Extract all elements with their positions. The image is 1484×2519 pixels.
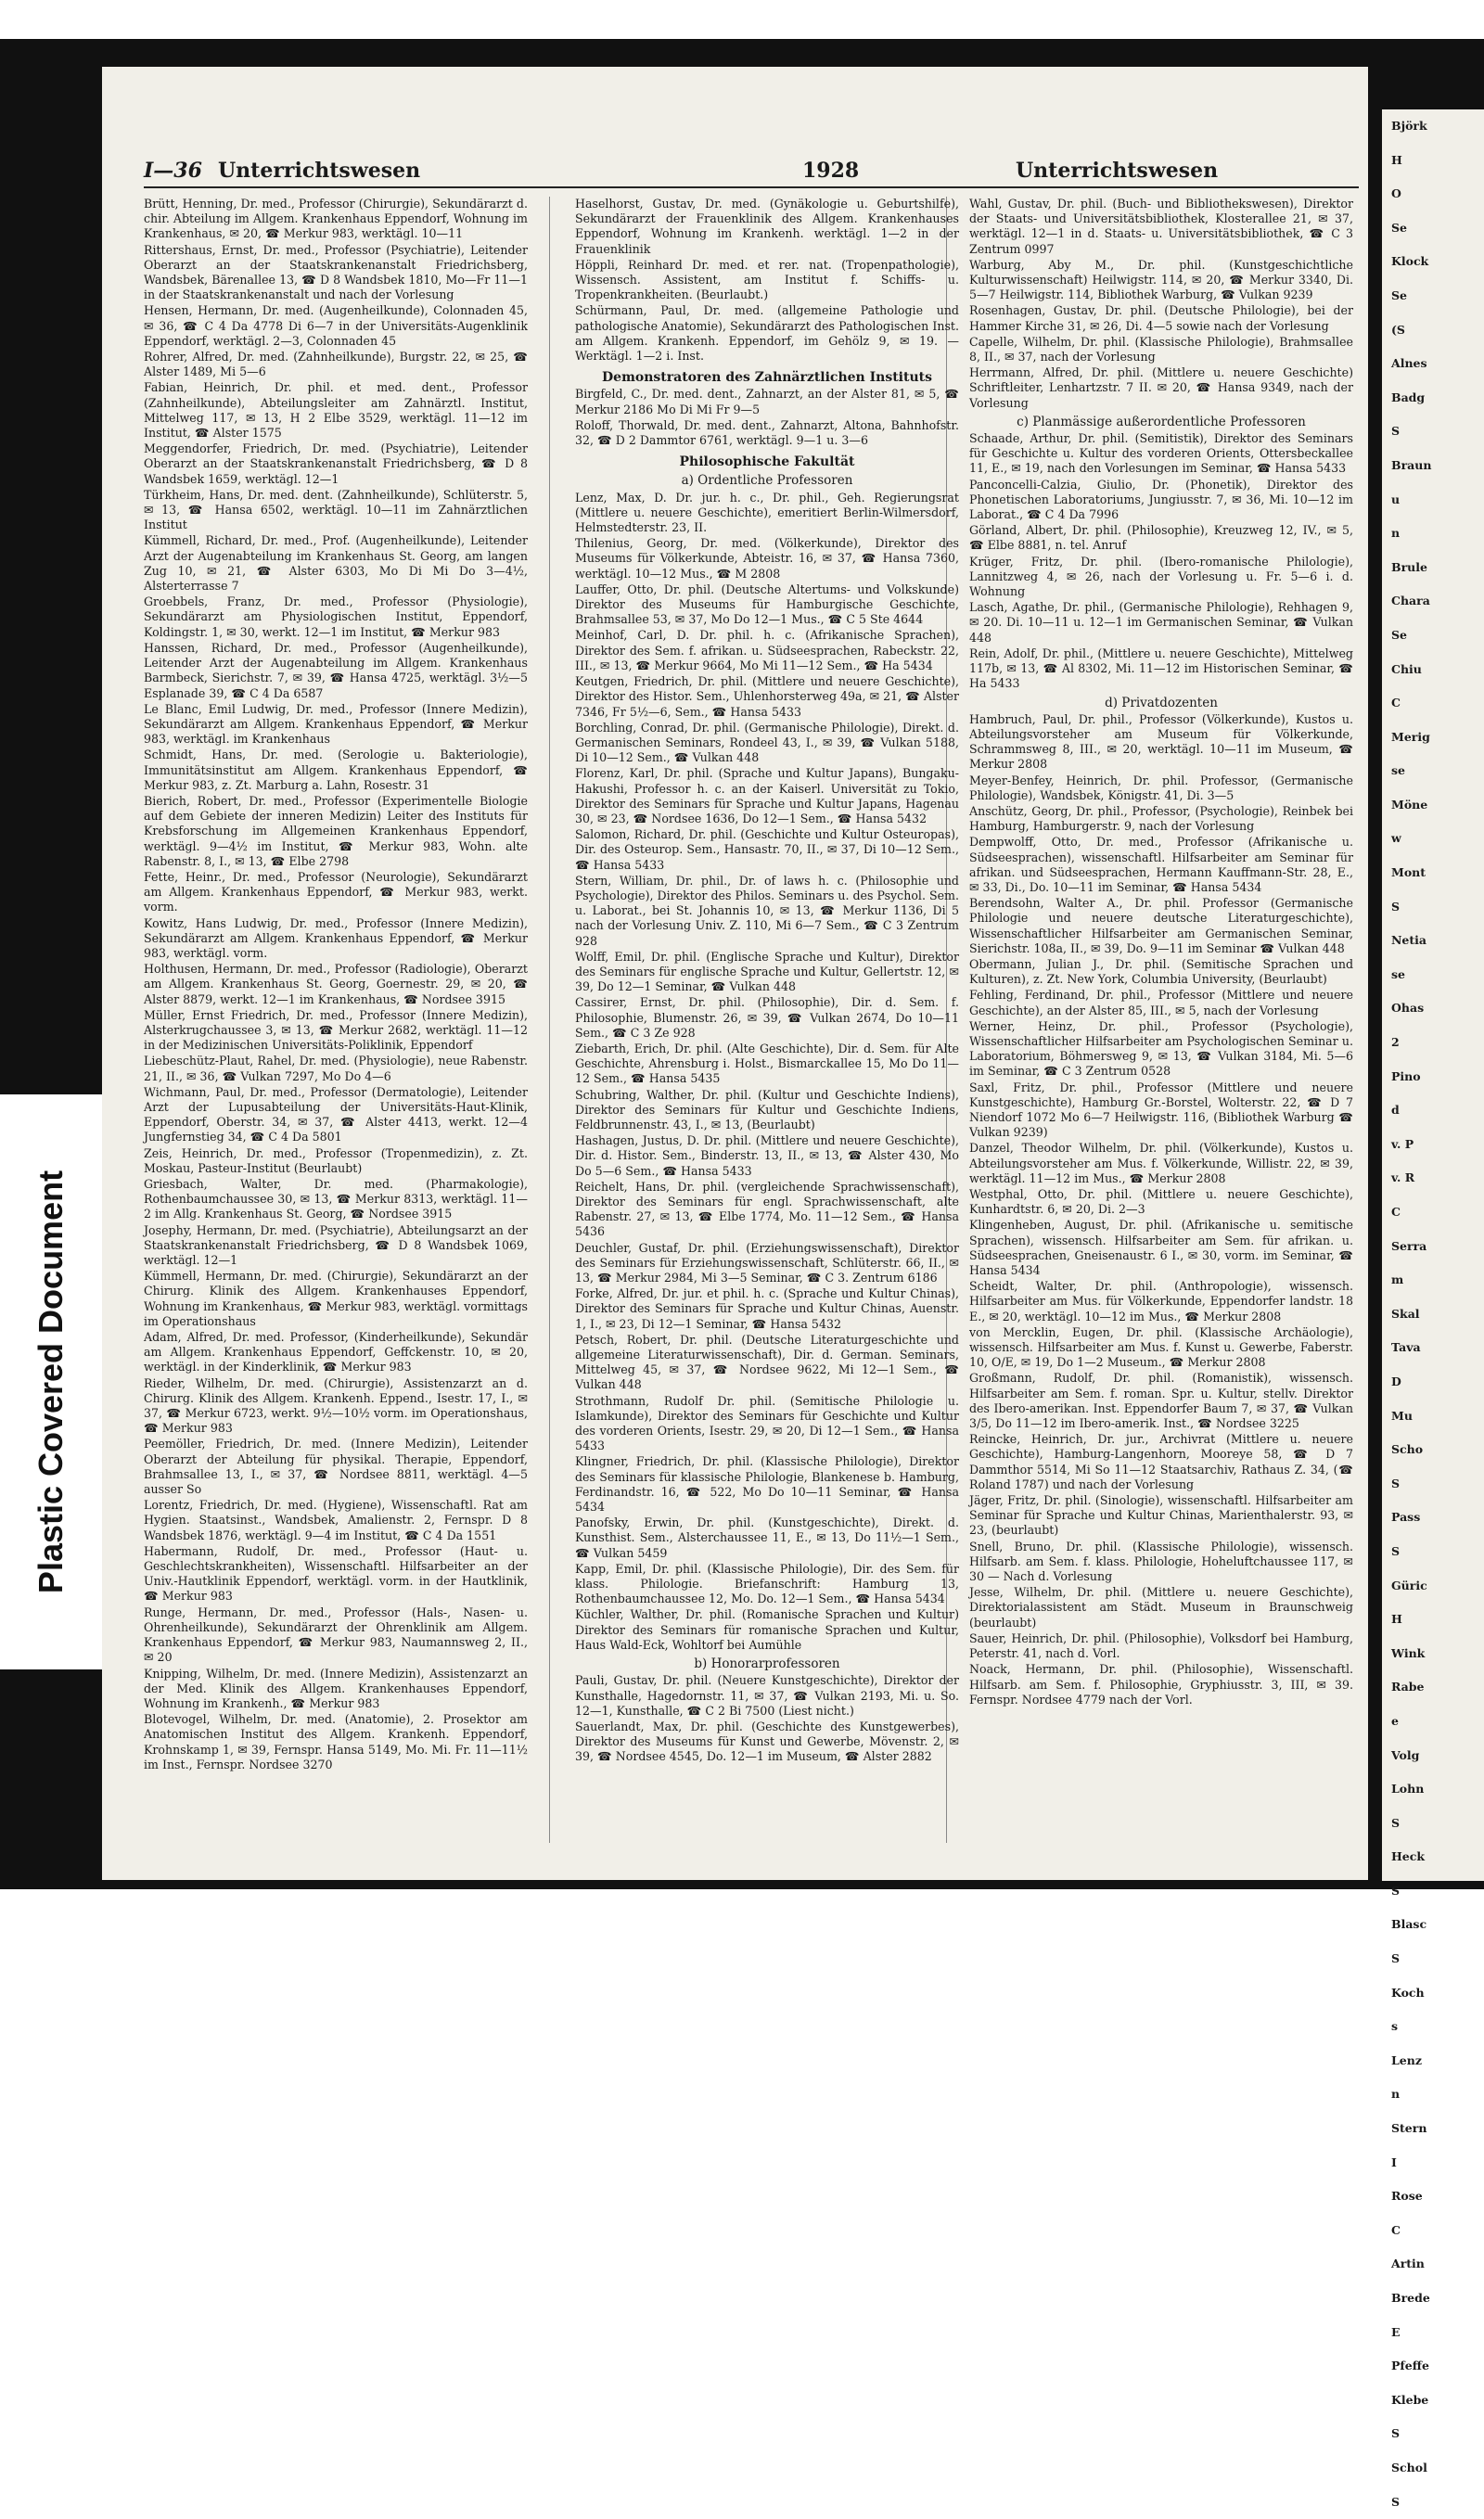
directory-entry: Birgfeld, C., Dr. med. dent., Zahnarzt, an der Alster 81, ✉ 5, ☎ Merkur 2186 Mo Di Mi Fr 9—5 <box>575 387 959 416</box>
directory-entry: Fette, Heinr., Dr. med., Professor (Neurologie), Sekundärarzt am Allgem. Krankenhaus Eppendorf, ☎ Merkur 983, werkt. vorm. <box>144 869 528 914</box>
adjacent-page-fragment: D <box>1391 1374 1401 1388</box>
text-column-2 <box>575 197 959 1843</box>
directory-entry: Petsch, Robert, Dr. phil. (Deutsche Literaturgeschichte und allgemeine Literaturwissenschaft), Dir. d. German. Seminars, Mittelweg 45, ✉ 37, ☎ Nordsee 9622, Mi 12—1 Sem., ☎ Vulkan 448 <box>575 1332 959 1392</box>
adjacent-page-fragment: Tava <box>1391 1340 1421 1355</box>
directory-entry: Habermann, Rudolf, Dr. med., Professor (Haut- u. Geschlechtskrankheiten), Wissenschaftl. Hilfsarbeiter an der Univ.-Hautklinik Eppendorf, werktägl. vorm. in der Hautklinik, ☎ Merkur 983 <box>144 1543 528 1604</box>
adjacent-page-fragment: Artin <box>1391 2257 1425 2271</box>
adjacent-page-fragment: Brule <box>1391 559 1427 574</box>
document-page <box>102 67 1368 1880</box>
directory-entry: Schmidt, Hans, Dr. med. (Serologie u. Bakteriologie), Immunitätsinstitut am Allgem. Krankenhaus Eppendorf, ☎ Merkur 983, z. Zt. Marburg a. Lahn, Rosestr. 31 <box>144 748 528 792</box>
adjacent-page-fragment: Stern <box>1391 2121 1427 2136</box>
directory-entry: Schubring, Walther, Dr. phil. (Kultur und Geschichte Indiens), Direktor des Seminars für Kultur und Geschichte Indiens, Feldbrunnenstr. 43, I., ✉ 13, (Beurlaubt) <box>575 1087 959 1132</box>
directory-entry: Görland, Albert, Dr. phil. (Philosophie), Kreuzweg 12, IV., ✉ 5, ☎ Elbe 8881, n. tel. Anruf <box>969 523 1353 553</box>
directory-entry: Schürmann, Paul, Dr. med. (allgemeine Pathologie und pathologische Anatomie), Sekundärarzt des Pathologischen Inst. am Allgem. Krankenh. Eppendorf, im Gehölz 9, ✉ 19. — Werktägl. 1—2 i. Inst. <box>575 303 959 364</box>
directory-entry: Kowitz, Hans Ludwig, Dr. med., Professor (Innere Medizin), Sekundärarzt am Allgem. Krankenhaus Eppendorf, ☎ Merkur 983, werktägl. vorm. <box>144 915 528 960</box>
section-heading: d) Privatdozenten <box>1105 695 1218 710</box>
section-heading: c) Planmässige außerordentliche Professoren <box>1017 414 1306 429</box>
directory-entry: Runge, Hermann, Dr. med., Professor (Hals-, Nasen- u. Ohrenheilkunde), Sekundärarzt der Ohrenklinik am Allgem. Krankenhaus Eppendorf, ☎ Merkur 983, Naumannsweg 2, II., ✉ 20 <box>144 1605 528 1665</box>
directory-entry: Haselhorst, Gustav, Dr. med. (Gynäkologie u. Geburtshilfe), Sekundärarzt der Frauenklinik des Allgem. Krankenhauses Eppendorf, Wohnung im Krankenh. werktägl. 1—2 in der Frauenklinik <box>575 197 959 256</box>
directory-entry: Westphal, Otto, Dr. phil. (Mittlere u. neuere Geschichte), Kunhardtstr. 6, ✉ 20, Di. 2—3 <box>969 1187 1353 1217</box>
adjacent-page-fragment: s <box>1391 2019 1399 2034</box>
section-heading: a) Ordentliche Professoren <box>681 473 853 489</box>
adjacent-page-fragment: H <box>1391 152 1402 167</box>
adjacent-page-fragment: Rose <box>1391 2189 1423 2204</box>
directory-entry: Sauer, Heinrich, Dr. phil. (Philosophie), Volksdorf bei Hamburg, Peterstr. 41, nach d. Vorl. <box>969 1630 1353 1661</box>
directory-entry: Lasch, Agathe, Dr. phil., (Germanische Philologie), Rehhagen 9, ✉ 20. Di. 10—11 u. 12—1 im Germanischen Seminar, ☎ Vulkan 448 <box>969 600 1353 645</box>
directory-entry: Jesse, Wilhelm, Dr. phil. (Mittlere u. neuere Geschichte), Direktorialassistent am Städt. Museum in Braunschweig (beurlaubt) <box>969 1585 1353 1630</box>
adjacent-page-fragment: C <box>1391 696 1401 710</box>
directory-entry: Cassirer, Ernst, Dr. phil. (Philosophie), Dir. d. Sem. f. Philosophie, Blumenstr. 26, ✉ 39, ☎ Vulkan 2674, Do 10—11 Sem., ☎ C 3 Ze 928 <box>575 995 959 1040</box>
directory-entry: Rieder, Wilhelm, Dr. med. (Chirurgie), Assistenzarzt an d. Chirurg. Klinik des Allgem. Krankenh. Eppend., Isestr. 17, I., ✉ 37, ☎ Merkur 6723, werkt. 9½—10½ vorm. im Operationshaus, ☎ Merkur 983 <box>144 1375 528 1436</box>
adjacent-page-fragment: Güric <box>1391 1578 1427 1592</box>
directory-entry: von Mercklin, Eugen, Dr. phil. (Klassische Archäologie), wissensch. Hilfsarbeiter am Mus. f. Kunst u. Gewerbe, Faberstr. 10, O/E, ✉ 19, Do 1—2 Museum., ☎ Merkur 2808 <box>969 1324 1353 1370</box>
year-title: 1928 <box>802 159 860 183</box>
section-heading: b) Honorarprofessoren <box>694 1656 840 1672</box>
directory-entry: Ziebarth, Erich, Dr. phil. (Alte Geschichte), Dir. d. Sem. für Alte Geschichte, Ahrensburg i. Holst., Bismarckallee 15, Mo Do 11—12 Sem., ☎ Hansa 5435 <box>575 1041 959 1086</box>
adjacent-page-fragment: Volg <box>1391 1747 1420 1762</box>
adjacent-page-fragment: Björk <box>1391 119 1427 133</box>
directory-entry: Anschütz, Georg, Dr. phil., Professor, (Psychologie), Reinbek bei Hamburg, Hamburgerstr. 9, nach der Vorlesung <box>969 803 1353 834</box>
directory-entry: Knipping, Wilhelm, Dr. med. (Innere Medizin), Assistenzarzt an der Med. Klinik des Allgem. Krankenhauses Eppendorf, Wohnung im Krankenh., ☎ Merkur 983 <box>144 1666 528 1710</box>
directory-entry: Bierich, Robert, Dr. med., Professor (Experimentelle Biologie auf dem Gebiete der inneren Medizin) Leiter des Instituts für Krebsforschung im Allgemeinen Krankenhaus Eppendorf, werktägl. 9—4½ im Institut, ☎ Merkur 983, Wohn. alte Rabenstr. 8, I., ✉ 13, ☎ Elbe 2798 <box>144 793 528 868</box>
section-heading: Demonstratoren des Zahnärztlichen Instituts <box>602 370 932 386</box>
adjacent-page-fragment: Chiu <box>1391 661 1422 676</box>
directory-entry: Hanssen, Richard, Dr. med., Professor (Augenheilkunde), Leitender Arzt der Augenabteilung im Allgem. Krankenhaus Barmbeck, Sierichstr. 7, ✉ 39, ☎ Hansa 4725, werktägl. 3½—5 Esplanade 39, ☎ C 4 Da 6587 <box>144 640 528 700</box>
adjacent-page-fragment: C <box>1391 2222 1401 2237</box>
directory-entry: Meyer-Benfey, Heinrich, Dr. phil. Professor, (Germanische Philologie), Wandsbek, Königstr. 41, Di. 3—5 <box>969 773 1353 802</box>
directory-entry: Lenz, Max, D. Dr. jur. h. c., Dr. phil., Geh. Regierungsrat (Mittlere u. neuere Geschichte), emeritiert Berlin-Wilmersdorf, Helmstedterstr. 23, II. <box>575 490 959 535</box>
directory-entry: Danzel, Theodor Wilhelm, Dr. phil. (Völkerkunde), Kustos u. Abteilungsvorsteher am Mus. f. Völkerkunde, Willistr. 22, ✉ 39, werktägl. 11—12 im Mus., ☎ Merkur 2808 <box>969 1141 1353 1185</box>
directory-entry: Snell, Bruno, Dr. phil. (Klassische Philologie), wissensch. Hilfsarb. am Sem. f. klass. Philologie, Hoheluftchaussee 117, ✉ 30 — Nach d. Vorlesung <box>969 1539 1353 1584</box>
adjacent-page-fragment: Se <box>1391 288 1407 302</box>
side-label-panel <box>0 1094 102 1669</box>
directory-entry: Josephy, Hermann, Dr. med. (Psychiatrie), Abteilungsarzt an der Staatskrankenanstalt Friedrichsberg, ☎ D 8 Wandsbek 1069, werktägl. 12—1 <box>144 1222 528 1268</box>
directory-entry: Küchler, Walther, Dr. phil. (Romanische Sprachen und Kultur) Direktor des Seminars für romanische Sprachen und Kultur, Haus Wald-Eck, Wohltorf bei Aumühle <box>575 1607 959 1652</box>
adjacent-page-fragment: Se <box>1391 220 1407 235</box>
directory-entry: Reichelt, Hans, Dr. phil. (vergleichende Sprachwissenschaft), Direktor des Seminars für engl. Sprachwissenschaft, alte Rabenstr. 27, ✉ 13, ☎ Elbe 1774, Mo. 11—12 Sem., ☎ Hansa 5436 <box>575 1179 959 1239</box>
adjacent-page-fragment: H <box>1391 1612 1402 1627</box>
adjacent-page-fragment: se <box>1391 763 1405 778</box>
directory-entry: Fabian, Heinrich, Dr. phil. et med. dent., Professor (Zahnheilkunde), Abteilungsleiter am Zahnärztl. Institut, Mittelweg 117, ✉ 13, H 2 Elbe 3529, werktägl. 11—12 im Institut, ☎ Alster 1575 <box>144 380 528 441</box>
adjacent-page-fragment: Badg <box>1391 390 1426 404</box>
directory-entry: Großmann, Rudolf, Dr. phil. (Romanistik), wissensch. Hilfsarbeiter am Sem. f. roman. Spr. u. Kultur, stellv. Direktor des Ibero-amerikan. Inst. Eppendorfer Baum 7, ✉ 37, ☎ Vulkan 3/5, Do 11—12 im Ibero-amerik. Inst., ☎ Nordsee 3225 <box>969 1371 1353 1431</box>
directory-entry: Roloff, Thorwald, Dr. med. dent., Zahnarzt, Altona, Bahnhofstr. 32, ☎ D 2 Dammtor 6761, werktägl. 9—1 u. 3—6 <box>575 417 959 448</box>
adjacent-page-fragment: v. P <box>1391 1136 1414 1151</box>
directory-entry: Capelle, Wilhelm, Dr. phil. (Klassische Philologie), Brahmsallee 8, II., ✉ 37, nach der Vorlesung <box>969 334 1353 364</box>
adjacent-page-fragment: Koch <box>1391 1985 1425 2000</box>
directory-entry: Panconcelli-Calzia, Giulio, Dr. (Phonetik), Direktor des Phonetischen Laboratoriums, Jungiusstr. 7, ✉ 36, Mi. 10—12 im Laborat., ☎ C 4 Da 7996 <box>969 477 1353 522</box>
directory-entry: Adam, Alfred, Dr. med. Professor, (Kinderheilkunde), Sekundär am Allgem. Krankenhaus Eppendorf, Geffckenstr. 10, ✉ 20, werktägl. in der Kinderklinik, ☎ Merkur 983 <box>144 1330 528 1375</box>
directory-entry: Saxl, Fritz, Dr. phil., Professor (Mittlere und neuere Kunstgeschichte), Hamburg Gr.-Borstel, Wolterstr. 22, ☎ D 7 Niendorf 1072 Mo 6—7 Heilwigstr. 116, (Bibliothek Warburg ☎ Vulkan 9239) <box>969 1080 1353 1140</box>
adjacent-page-fragment: Ohas <box>1391 1001 1425 1016</box>
directory-entry: Reincke, Heinrich, Dr. jur., Archivrat (Mittlere u. neuere Geschichte), Hamburg-Langenhorn, Mooreye 58, ☎ D 7 Dammthor 5514, Mi So 11—12 Staatsarchiv, Rathaus Z. 34, (☎ Roland 1787) und nach der Vorlesung <box>969 1432 1353 1491</box>
section-heading: Philosophische Fakultät <box>679 454 855 470</box>
adjacent-page-fragment: e <box>1391 1713 1399 1728</box>
directory-entry: Hensen, Hermann, Dr. med. (Augenheilkunde), Colonnaden 45, ✉ 36, ☎ C 4 Da 4778 Di 6—7 in der Universitäts-Augenklinik Eppendorf, werktägl. 2—3, Colonnaden 45 <box>144 303 528 348</box>
adjacent-page-fragment: Alnes <box>1391 356 1427 371</box>
adjacent-page-fragment: n <box>1391 2087 1401 2102</box>
directory-entry: Kapp, Emil, Dr. phil. (Klassische Philologie), Dir. des Sem. für klass. Philologie. Briefanschrift: Hamburg 13, Rothenbaumchaussee 12, Mo. Do. 12—1 Sem., ☎ Hansa 5434 <box>575 1561 959 1606</box>
directory-entry: Thilenius, Georg, Dr. med. (Völkerkunde), Direktor des Museums für Völkerkunde, Abteistr. 16, ✉ 37, ☎ Hansa 7360, werktägl. 10—12 Mus., ☎ M 2808 <box>575 536 959 581</box>
adjacent-page-fragment: Klebe <box>1391 2392 1429 2407</box>
adjacent-page-fragment: Pfeffe <box>1391 2359 1429 2373</box>
directory-entry: Klingenheben, August, Dr. phil. (Afrikanische u. semitische Sprachen), wissensch. Hilfsarbeiter am Sem. für afrikan. u. Südseesprachen, Gneisenaustr. 6 I., ✉ 30, vorm. im Seminar, ☎ Hansa 5434 <box>969 1218 1353 1278</box>
adjacent-page-fragment: m <box>1391 1272 1404 1287</box>
directory-entry: Höppli, Reinhard Dr. med. et rer. nat. (Tropenpathologie), Wissensch. Assistent, am Institut f. Schiffs- u. Tropenkrankheiten. (Beurlaubt.) <box>575 257 959 302</box>
directory-entry: Berendsohn, Walter A., Dr. phil. Professor (Germanische Philologie und neuere deutsche Literaturgeschichte), Wissenschaftlicher Hilfsarbeiter am Germanischen Seminar, Sierichstr. 108a, II., ✉ 39, Do. 9—11 im Seminar ☎ Vulkan 448 <box>969 896 1353 955</box>
adjacent-page-fragment: S <box>1391 1543 1401 1558</box>
directory-entry: Kümmell, Richard, Dr. med., Prof. (Augenheilkunde), Leitender Arzt der Augenabteilung im Krankenhaus St. Georg, am langen Zug 10, ✉ 21, ☎ Alster 6303, Mo Di Mi Do 3—4½, Alsterterrasse 7 <box>144 533 528 594</box>
directory-entry: Noack, Hermann, Dr. phil. (Philosophie), Wissenschaftl. Hilfsarb. am Sem. f. Philosophie, Gryphiusstr. 3, III, ✉ 39. Fernspr. Nordsee 4779 nach der Vorl. <box>969 1662 1353 1707</box>
directory-entry: Pauli, Gustav, Dr. phil. (Neuere Kunstgeschichte), Direktor der Kunsthalle, Hagedornstr. 11, ✉ 37, ☎ Vulkan 2193, Mi. u. So. 12—1, Kunsthalle, ☎ C 2 Bi 7500 (Liest nicht.) <box>575 1673 959 1718</box>
adjacent-page-fragment: S <box>1391 1951 1401 1966</box>
adjacent-page-fragment: Mont <box>1391 865 1426 880</box>
directory-entry: Groebbels, Franz, Dr. med., Professor (Physiologie), Sekundärarzt am Physiologischen Institut, Eppendorf, Koldingstr. 1, ✉ 30, werkt. 12—1 im Institut, ☎ Merkur 983 <box>144 595 528 639</box>
adjacent-page-fragment: Netia <box>1391 933 1427 948</box>
adjacent-page-fragment: Serra <box>1391 1238 1427 1253</box>
adjacent-page-fragment: S <box>1391 1476 1401 1490</box>
adjacent-page-fragment: Rabe <box>1391 1680 1425 1694</box>
text-column-3 <box>969 197 1353 1843</box>
adjacent-page-fragment: S <box>1391 424 1401 439</box>
adjacent-page-fragment: v. R <box>1391 1170 1415 1185</box>
directory-entry: Peemöller, Friedrich, Dr. med. (Innere Medizin), Leitender Oberarzt der Abteilung für physikal. Therapie, Eppendorf, Brahmsallee 13, I., ✉ 37, ☎ Nordsee 8811, werktägl. 4—5 ausser So <box>144 1437 528 1497</box>
adjacent-page-fragment: S <box>1391 2494 1401 2509</box>
adjacent-page-fragment: Heck <box>1391 1849 1426 1864</box>
directory-entry: Griesbach, Walter, Dr. med. (Pharmakologie), Rothenbaumchaussee 30, ✉ 13, ☎ Merkur 8313, werktägl. 11—2 im Allg. Krankenhaus St. Georg, ☎ Nordsee 3915 <box>144 1177 528 1221</box>
adjacent-page-fragment: se <box>1391 966 1405 981</box>
directory-entry: Meggendorfer, Friedrich, Dr. med. (Psychiatrie), Leitender Oberarzt an der Staatskrankenanstalt Friedrichsberg, ☎ D 8 Wandsbek 1659, werktägl. 12—1 <box>144 441 528 486</box>
adjacent-page-fragment: E <box>1391 2324 1401 2339</box>
directory-entry: Schaade, Arthur, Dr. phil. (Semitistik), Direktor des Seminars für Geschichte u. Kultur des vorderen Orients, Ottersbeckallee 11, E., ✉ 19, nach den Vorlesungen im Seminar, ☎ Hansa 5433 <box>969 431 1353 476</box>
adjacent-page-fragment: Mu <box>1391 1408 1413 1423</box>
directory-entry: Holthusen, Hermann, Dr. med., Professor (Radiologie), Oberarzt am Allgem. Krankenhaus St. Georg, Goernestr. 29, ✉ 20, ☎ Alster 8879, werkt. 12—1 im Krankenhaus, ☎ Nordsee 3915 <box>144 962 528 1006</box>
directory-entry: Forke, Alfred, Dr. jur. et phil. h. c. (Sprache und Kultur Chinas), Direktor des Seminars für Sprache und Kultur Chinas, Auenstr. 1, I., ✉ 23, Di 12—1 Seminar, ☎ Hansa 5432 <box>575 1286 959 1331</box>
adjacent-page-fragment: Braun <box>1391 457 1432 472</box>
directory-entry: Warburg, Aby M., Dr. phil. (Kunstgeschichtliche Kulturwissenschaft) Heilwigstr. 114, ✉ 20, ☎ Merkur 3340, Di. 5—7 Heilwigstr. 114, Bibliothek Warburg, ☎ Vulkan 9239 <box>969 257 1353 302</box>
right-running-title: Unterrichtswesen <box>1016 159 1219 183</box>
directory-entry: Strothmann, Rudolf Dr. phil. (Semitische Philologie u. Islamkunde), Direktor des Seminars für Geschichte und Kultur des vorderen Orients, Isestr. 29, ✉ 20, Di 12—1 Sem., ☎ Hansa 5433 <box>575 1393 959 1453</box>
page-number: I—36 <box>144 159 202 183</box>
directory-entry: Keutgen, Friedrich, Dr. phil. (Mittlere und neuere Geschichte), Direktor des Histor. Sem., Uhlenhorsterweg 49a, ✉ 21, ☎ Alster 7346, Fr 5½—6, Sem., ☎ Hansa 5433 <box>575 674 959 719</box>
directory-entry: Dempwolff, Otto, Dr. med., Professor (Afrikanische u. Südseesprachen), wissenschaftl. Hilfsarbeiter am Seminar für afrikan. und Südseesprachen, Hermann Kauffmann-Str. 28, E., ✉ 33, Di., Do. 10—11 im Seminar, ☎ Hansa 5434 <box>969 835 1353 894</box>
directory-entry: Klingner, Friedrich, Dr. phil. (Klassische Philologie), Direktor des Seminars für klassische Philologie, Blankenese b. Hamburg, Ferdinandstr. 16, ☎ 522, Mo Do 10—11 Seminar, ☎ Hansa 5434 <box>575 1454 959 1515</box>
directory-entry: Meinhof, Carl, D. Dr. phil. h. c. (Afrikanische Sprachen), Direktor des Sem. f. afrikan. u. Südseesprachen, Rabeckstr. 22, III., ✉ 13, ☎ Merkur 9664, Mo Mi 11—12 Sem., ☎ Ha 5434 <box>575 628 959 672</box>
page-header <box>144 146 1359 188</box>
adjacent-page-fragment: S <box>1391 1815 1401 1830</box>
adjacent-page-fragment: Klock <box>1391 254 1429 269</box>
adjacent-page-fragment: (S <box>1391 322 1405 337</box>
directory-entry: Lorentz, Friedrich, Dr. med. (Hygiene), Wissenschaftl. Rat am Hygien. Staatsinst., Wandsbek, Amalienstr. 2, Fernspr. D 8 Wandsbek 1876, werktägl. 9—4 im Institut, ☎ C 4 Da 1551 <box>144 1498 528 1542</box>
directory-entry: Wichmann, Paul, Dr. med., Professor (Dermatologie), Leitender Arzt der Lupusabteilung der Universitäts-Haut-Klinik, Eppendorf, Oberstr. 34, ✉ 37, ☎ Alster 4413, werkt. 12—4 Jungfernstieg 34, ☎ C 4 Da 5801 <box>144 1084 528 1144</box>
directory-entry: Müller, Ernst Friedrich, Dr. med., Professor (Innere Medizin), Alsterkrugchaussee 3, ✉ 13, ☎ Merkur 2682, werktägl. 11—12 in der Medizinischen Universitäts-Poliklinik, Eppendorf <box>144 1007 528 1053</box>
column-divider <box>549 197 550 1843</box>
side-label-text: Plastic Covered Document <box>32 1170 70 1594</box>
directory-entry: Krüger, Fritz, Dr. phil. (Ibero-romanische Philologie), Lannitzweg 4, ✉ 26, nach der Vorlesung u. Fr. 5—6 i. d. Wohnung <box>969 554 1353 599</box>
adjacent-page-fragment: Lenz <box>1391 2052 1422 2067</box>
directory-entry: Rosenhagen, Gustav, Dr. phil. (Deutsche Philologie), bei der Hammer Kirche 31, ✉ 26, Di. 4—5 sowie nach der Vorlesung <box>969 303 1353 333</box>
adjacent-page-fragment: S <box>1391 2426 1401 2441</box>
adjacent-page-fragment: I <box>1391 2155 1397 2169</box>
adjacent-page-fragment: Chara <box>1391 594 1430 608</box>
directory-entry: Stern, William, Dr. phil., Dr. of laws h. c. (Philosophie und Psychologie), Direktor des Philos. Seminars u. des Psychol. Sem. u. Laborat., bei St. Johannis 10, ✉ 13, ☎ Merkur 1136, Di 5 nach der Vorlesung Univ. Z. 110, Mi 6—7 Sem., ☎ C 3 Zentrum 928 <box>575 873 959 948</box>
adjacent-page-fragment: S <box>1391 899 1401 914</box>
adjacent-page-fragment: n <box>1391 526 1401 541</box>
directory-entry: Zeis, Heinrich, Dr. med., Professor (Tropenmedizin), z. Zt. Moskau, Pasteur-Institut (Beurlaubt) <box>144 1145 528 1175</box>
directory-entry: Rein, Adolf, Dr. phil., (Mittlere u. neuere Geschichte), Mittelweg 117b, ✉ 13, ☎ Al 8302, Mi. 11—12 im Historischen Seminar, ☎ Ha 5433 <box>969 646 1353 691</box>
directory-entry: Liebeschütz-Plaut, Rahel, Dr. med. (Physiologie), neue Rabenstr. 21, II., ✉ 36, ☎ Vulkan 7297, Mo Do 4—6 <box>144 1054 528 1083</box>
directory-entry: Panofsky, Erwin, Dr. phil. (Kunstgeschichte), Direkt. d. Kunsthist. Sem., Alsterchaussee 11, E., ✉ 13, Do 11½—1 Sem., ☎ Vulkan 5459 <box>575 1515 959 1560</box>
adjacent-page-fragment: C <box>1391 1205 1401 1219</box>
adjacent-page-fragment: Pass <box>1391 1510 1421 1525</box>
directory-entry: Wahl, Gustav, Dr. phil. (Buch- und Bibliothekswesen), Direktor der Staats- und Universitätsbibliothek, Klosterallee 21, ✉ 37, werktägl. 12—1 in d. Staats- u. Universitätsbibliothek, ☎ C 3 Zentrum 0997 <box>969 197 1353 256</box>
directory-entry: Werner, Heinz, Dr. phil., Professor (Psychologie), Wissenschaftlicher Hilfsarbeiter am Psychologischen Seminar u. Laboratorium, Böhmersweg 9, ✉ 13, ☎ Vulkan 3184, Mi. 5—6 im Seminar, ☎ C 3 Zentrum 0528 <box>969 1018 1353 1079</box>
adjacent-page-fragment: d <box>1391 1103 1400 1118</box>
directory-entry: Brütt, Henning, Dr. med., Professor (Chirurgie), Sekundärarzt d. chir. Abteilung im Allgem. Krankenhaus Eppendorf, Wohnung im Krankenhaus, ✉ 20, ☎ Merkur 983, werktägl. 10—11 <box>144 197 528 241</box>
adjacent-page-fragment: Schol <box>1391 2460 1427 2474</box>
directory-entry: Deuchler, Gustaf, Dr. phil. (Erziehungswissenschaft), Direktor des Seminars für Erziehungswissenschaft, Schlüterstr. 66, II., ✉ 13, ☎ Merkur 2984, Mi 3—5 Seminar, ☎ C 3. Zentrum 6186 <box>575 1240 959 1285</box>
adjacent-page-fragment: Scho <box>1391 1442 1424 1457</box>
directory-entry: Salomon, Richard, Dr. phil. (Geschichte und Kultur Osteuropas), Dir. des Osteurop. Sem., Hansastr. 70, II., ✉ 37, Di 10—12 Sem., ☎ Hansa 5433 <box>575 827 959 872</box>
adjacent-page-edge <box>1382 109 1484 2509</box>
adjacent-page-fragment: Merig <box>1391 729 1430 744</box>
left-running-title: Unterrichtswesen <box>218 159 421 183</box>
directory-entry: Borchling, Conrad, Dr. phil. (Germanische Philologie), Direkt. d. Germanischen Seminars, Rondeel 43, I., ✉ 39, ☎ Vulkan 5188, Di 10—12 Sem., ☎ Vulkan 448 <box>575 720 959 765</box>
directory-entry: Lauffer, Otto, Dr. phil. (Deutsche Altertums- und Volkskunde) Direktor des Museums für Hamburgische Geschichte, Brahmsallee 53, ✉ 37, Mo Do 12—1 Mus., ☎ C 5 Ste 4644 <box>575 582 959 627</box>
directory-entry: Jäger, Fritz, Dr. phil. (Sinologie), wissenschaftl. Hilfsarbeiter am Seminar für Sprache und Kultur Chinas, Marienthalerstr. 93, ✉ 23, (beurlaubt) <box>969 1493 1353 1538</box>
adjacent-page-fragment: Se <box>1391 627 1407 642</box>
directory-entry: Hashagen, Justus, D. Dr. phil. (Mittlere und neuere Geschichte), Dir. d. Histor. Sem., Binderstr. 13, II., ✉ 13, ☎ Alster 430, Mo Do 5—6 Sem., ☎ Hansa 5433 <box>575 1133 959 1178</box>
directory-entry: Herrmann, Alfred, Dr. phil. (Mittlere u. neuere Geschichte) Schriftleiter, Lenhartzstr. 7 II. ✉ 20, ☎ Hansa 9349, nach der Vorlesung <box>969 365 1353 410</box>
directory-entry: Fehling, Ferdinand, Dr. phil., Professor (Mittlere und neuere Geschichte), an der Alster 85, III., ✉ 5, nach der Vorlesung <box>969 988 1353 1017</box>
adjacent-page-fragment: w <box>1391 831 1401 846</box>
directory-entry: Türkheim, Hans, Dr. med. dent. (Zahnheilkunde), Schlüterstr. 5, ✉ 13, ☎ Hansa 6502, werktägl. 10—11 im Zahnärztlichen Institut <box>144 487 528 532</box>
adjacent-page-fragment: Brede <box>1391 2291 1430 2305</box>
directory-entry: Rittershaus, Ernst, Dr. med., Professor (Psychiatrie), Leitender Oberarzt an der Staatskrankenanstalt Friedrichsberg, Wandsbek, Bärenallee 13, ☎ D 8 Wandsbek 1810, Mo—Fr 11—1 in der Staatskrankenanstalt und nach der Vorlesung <box>144 242 528 302</box>
adjacent-page-fragment: 2 <box>1391 1035 1400 1050</box>
directory-entry: Kümmell, Hermann, Dr. med. (Chirurgie), Sekundärarzt an der Chirurg. Klinik des Allgem. Krankenhauses Eppendorf, Wohnung im Krankenhaus, ☎ Merkur 983, werktägl. vormittags im Operationshaus <box>144 1269 528 1328</box>
adjacent-page-fragment: Skal <box>1391 1306 1420 1321</box>
adjacent-page-fragment: Pino <box>1391 1068 1421 1083</box>
directory-entry: Rohrer, Alfred, Dr. med. (Zahnheilkunde), Burgstr. 22, ✉ 25, ☎ Alster 1489, Mi 5—6 <box>144 350 528 379</box>
directory-entry: Scheidt, Walter, Dr. phil. (Anthropologie), wissensch. Hilfsarbeiter am Mus. für Völkerkunde, Eppendorfer landstr. 18 E., ✉ 20, werktägl. 10—12 im Mus., ☎ Merkur 2808 <box>969 1279 1353 1323</box>
directory-entry: Wolff, Emil, Dr. phil. (Englische Sprache und Kultur), Direktor des Seminars für englische Sprache und Kultur, Gellertstr. 12, ✉ 39, Do 12—1 Seminar, ☎ Vulkan 448 <box>575 949 959 994</box>
directory-entry: Obermann, Julian J., Dr. phil. (Semitische Sprachen und Kulturen), z. Zt. New York, Columbia University, (Beurlaubt) <box>969 956 1353 987</box>
directory-entry: Hambruch, Paul, Dr. phil., Professor (Völkerkunde), Kustos u. Abteilungsvorsteher am Museum für Völkerkunde, Schrammsweg 8, III., ✉ 20, werktägl. 10—11 im Museum, ☎ Merkur 2808 <box>969 711 1353 772</box>
text-column-1 <box>144 197 528 1843</box>
adjacent-page-fragment: Wink <box>1391 1645 1426 1660</box>
directory-entry: Sauerlandt, Max, Dr. phil. (Geschichte des Kunstgewerbes), Direktor des Museums für Kunst und Gewerbe, Mövenstr. 2, ✉ 39, ☎ Nordsee 4545, Do. 12—1 im Museum, ☎ Alster 2882 <box>575 1719 959 1764</box>
adjacent-page-fragment: Möne <box>1391 797 1428 812</box>
adjacent-page-fragment: u <box>1391 492 1401 506</box>
adjacent-page-fragment: Lohn <box>1391 1782 1425 1797</box>
adjacent-page-fragment: O <box>1391 186 1401 201</box>
adjacent-page-fragment: Blasc <box>1391 1917 1427 1932</box>
directory-entry: Blotevogel, Wilhelm, Dr. med. (Anatomie), 2. Prosektor am Anatomischen Institut des Allgem. Krankenh. Eppendorf, Krohnskamp 1, ✉ 39, Fernspr. Hansa 5149, Mo. Mi. Fr. 11—11½ im Inst., Fernspr. Nordsee 3270 <box>144 1712 528 1771</box>
directory-entry: Florenz, Karl, Dr. phil. (Sprache und Kultur Japans), Bungaku-Hakushi, Professor h. c. an der Kaiserl. Universität zu Tokio, Direktor des Seminars für Sprache und Kultur Japans, Hagenau 30, ✉ 23, ☎ Nordsee 1636, Do 12—1 Sem., ☎ Hansa 5432 <box>575 766 959 825</box>
adjacent-page-fragment: S <box>1391 1883 1401 1898</box>
directory-entry: Le Blanc, Emil Ludwig, Dr. med., Professor (Innere Medizin), Sekundärarzt am Allgem. Krankenhaus Eppendorf, ☎ Merkur 983, werktägl. im Krankenhaus <box>144 701 528 747</box>
